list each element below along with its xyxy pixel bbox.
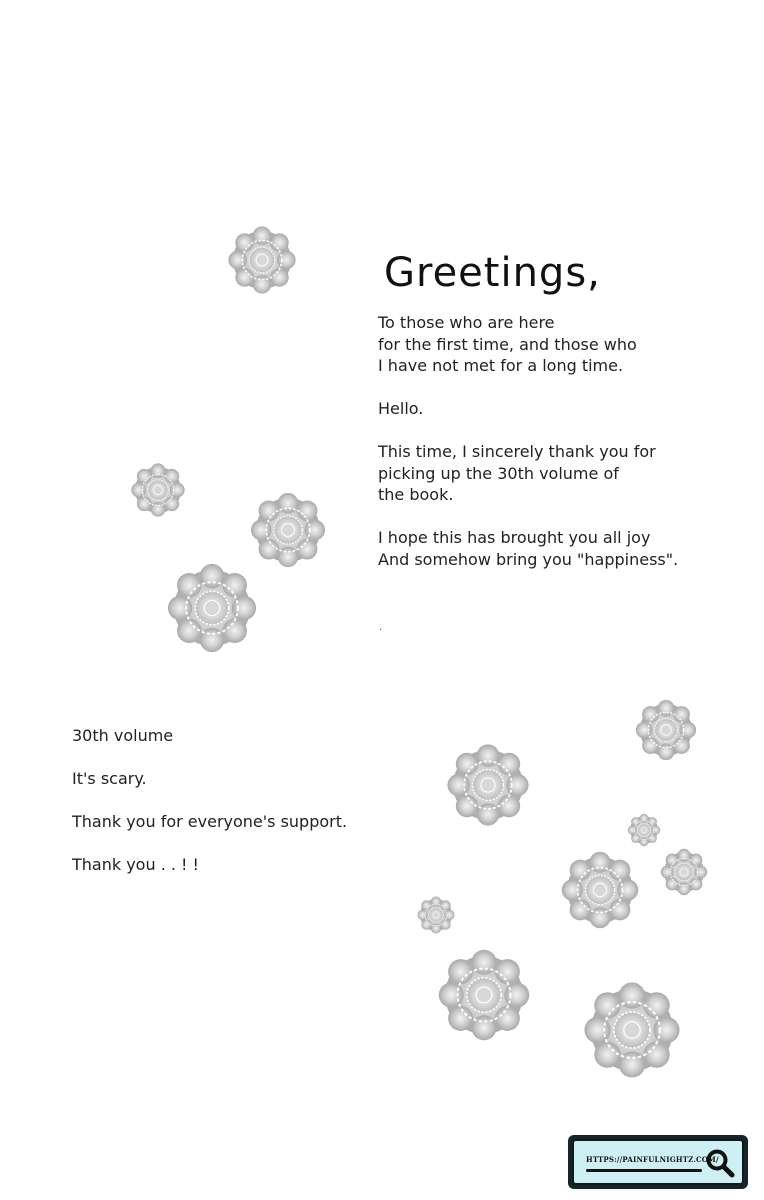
peony-flower-icon <box>562 852 639 929</box>
greeting-message <box>378 312 748 592</box>
hello-paragraph: Hello. <box>378 399 424 418</box>
peony-flower-icon <box>661 849 707 895</box>
thanks-line: picking up the 30th volume of <box>378 463 619 483</box>
thanks-paragraph <box>378 441 748 506</box>
intro-line: To those who are here <box>378 313 555 332</box>
thanks-line: the book. <box>378 485 454 504</box>
peony-flower-icon <box>228 226 295 293</box>
peony-flower-icon <box>251 493 325 567</box>
search-icon[interactable] <box>704 1147 736 1179</box>
intro-line: I have not met for a long time. <box>378 356 624 375</box>
greeting-heading: Greetings, <box>384 250 601 296</box>
peony-flower-icon <box>131 463 184 516</box>
watermark-underline <box>586 1169 702 1172</box>
hope-line: And somehow bring you "happiness". <box>378 549 679 569</box>
stray-dot: . <box>379 622 383 633</box>
site-watermark-link[interactable] <box>568 1135 748 1189</box>
closing-line: Thank you . . ! ! <box>72 855 199 874</box>
hope-paragraph <box>378 527 748 570</box>
watermark-search-box[interactable] <box>572 1139 744 1185</box>
peony-flower-icon <box>417 896 454 933</box>
peony-flower-icon <box>628 814 660 846</box>
peony-flower-icon <box>447 744 528 825</box>
closing-notes <box>72 726 412 898</box>
hope-line: I hope this has brought you all joy <box>378 528 651 547</box>
watermark-url[interactable]: HTTPS://PAINFULNIGHTZ.COM/ <box>586 1155 719 1164</box>
intro-paragraph <box>378 312 748 377</box>
peony-flower-icon <box>439 950 529 1040</box>
peony-flower-icon <box>636 700 696 760</box>
peony-flower-icon <box>584 982 679 1077</box>
peony-flower-icon <box>168 564 256 652</box>
closing-line: 30th volume <box>72 726 174 745</box>
thanks-line: This time, I sincerely thank you for <box>378 442 656 461</box>
closing-line: It's scary. <box>72 769 147 788</box>
closing-line: Thank you for everyone's support. <box>72 812 348 831</box>
intro-line: for the first time, and those who <box>378 334 637 354</box>
